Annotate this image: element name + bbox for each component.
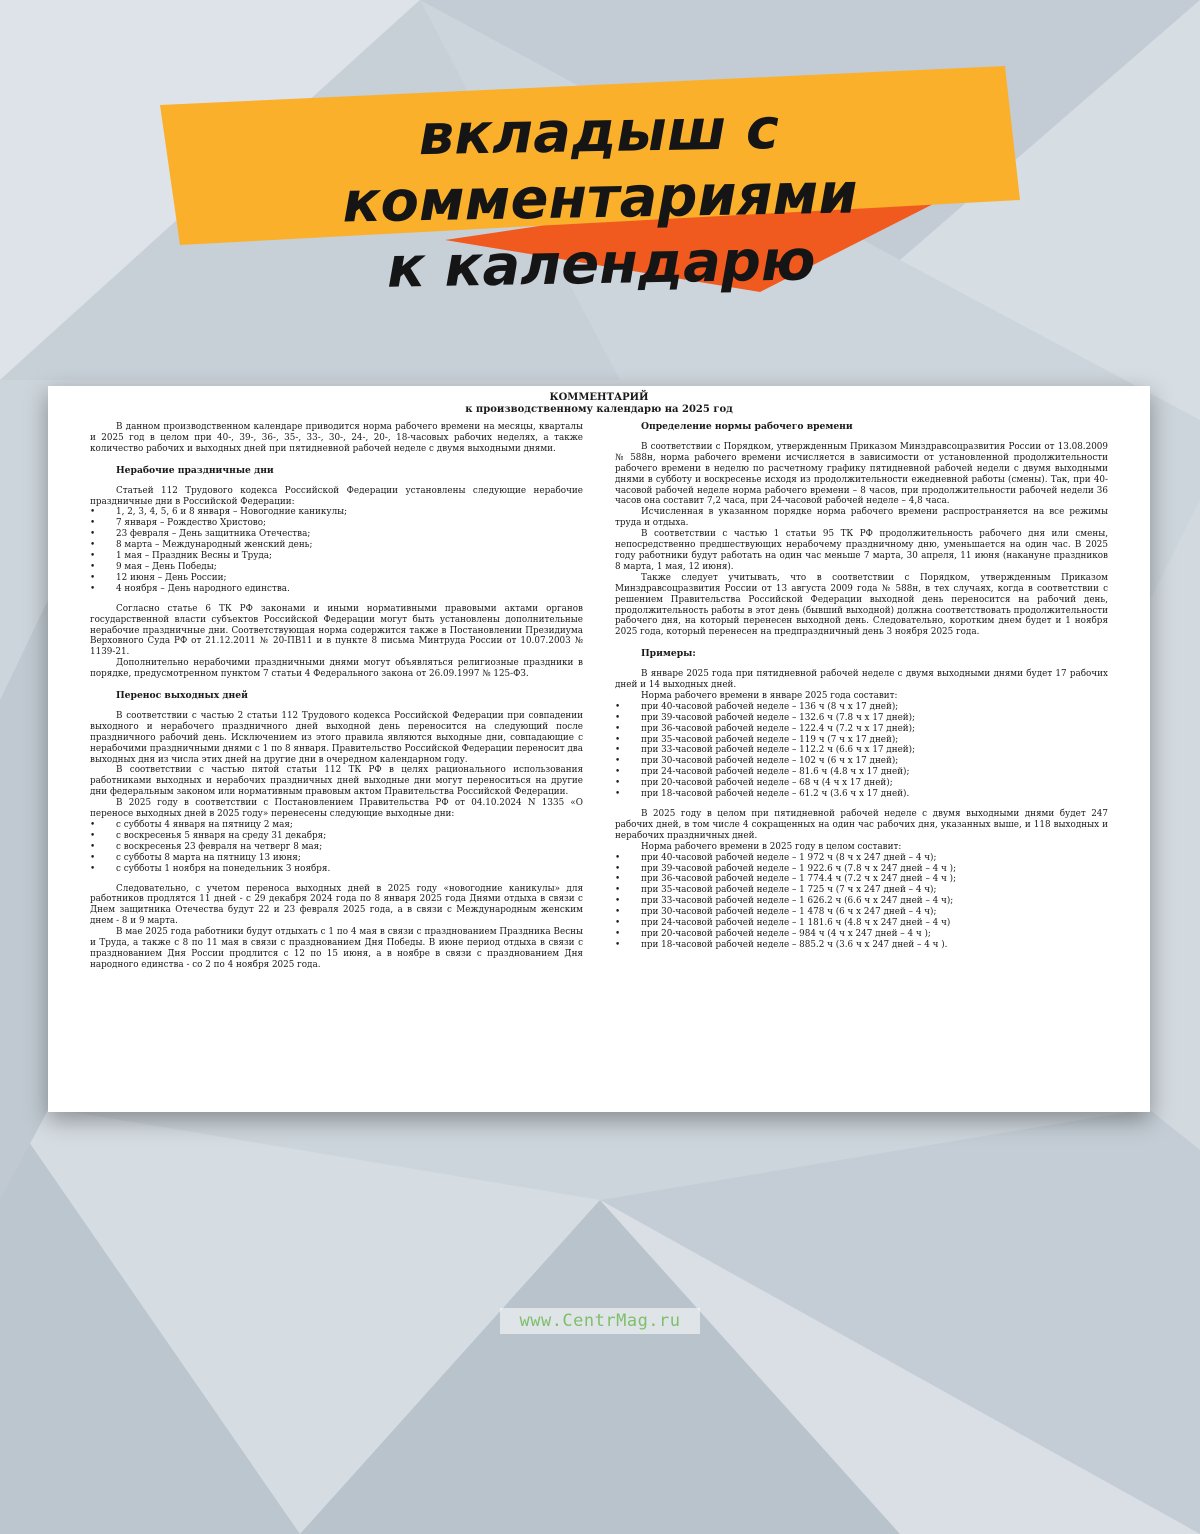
banner-title — [158, 92, 1041, 305]
list-item: • при 18-часовой рабочей неделе – 885.2 ч (3.6 ч х 247 дней – 4 ч ). — [615, 940, 1108, 951]
list-item: • при 20-часовой рабочей неделе – 68 ч (4 ч х 17 дней); — [615, 778, 1108, 789]
document-subtitle: к производственному календарю на 2025 год — [465, 404, 733, 415]
paragraph: В соответствии с частью 1 статьи 95 ТК РФ продолжительность рабочего дня или смены, непосредственно предшествующих нерабочему праздничному дню, уменьшается на один час. В 2025 году работники будут работать на один час меньше 7 марта, 30 апреля, 11 июня (накануне праздников 8 марта, 1 мая, 12 июня). — [615, 529, 1108, 572]
document-sheet — [48, 386, 1150, 1112]
intro-paragraph: В данном производственном календаре приводится норма рабочего времени на месяцы, кварталы и 2025 год в целом при 40-, 39-, 36-, 35-, 33-, 30-, 24-, 20-, 18-часовых рабочих неделях, а также количество рабочих и выходных дней при пятидневной рабочей неделе с двумя выходными днями. — [90, 422, 583, 454]
banner-line-2: к календарю — [386, 228, 816, 301]
list-item: • 4 ноября – День народного единства. — [90, 584, 583, 595]
list-item: • при 35-часовой рабочей неделе – 119 ч (7 ч х 17 дней); — [615, 735, 1108, 746]
list-item: • с субботы 1 ноября на понедельник 3 ноября. — [90, 864, 583, 875]
paragraph: Статьей 112 Трудового кодекса Российской Федерации установлены следующие нерабочие праздничные дни в Российской Федерации: — [90, 485, 583, 507]
list-item: • при 20-часовой рабочей неделе – 984 ч (4 ч х 247 дней – 4 ч ); — [615, 929, 1108, 940]
paragraph: Норма рабочего времени в январе 2025 года составит: — [641, 690, 898, 701]
list-item: • с воскресенья 5 января на среду 31 декабря; — [90, 831, 583, 842]
transfer-list — [90, 820, 583, 875]
list-item: • 9 мая – День Победы; — [90, 562, 583, 573]
left-column — [90, 422, 583, 971]
list-item: • при 18-часовой рабочей неделе – 61.2 ч (3.6 ч х 17 дней). — [615, 789, 1108, 800]
list-item: • с субботы 4 января на пятницу 2 мая; — [90, 820, 583, 831]
list-item: • при 33-часовой рабочей неделе – 112.2 ч (6.6 ч х 17 дней); — [615, 745, 1108, 756]
paragraph: В январе 2025 года при пятидневной рабочей неделе с двумя выходными днями будет 17 рабочих дней и 14 выходных дней. — [615, 669, 1108, 691]
section-heading-examples: Примеры: — [641, 648, 696, 660]
paragraph: Исчисленная в указанном порядке норма рабочего времени распространяется на все режимы труда и отдыха. — [615, 507, 1108, 529]
list-item: • при 36-часовой рабочей неделе – 1 774.4 ч (7.2 ч х 247 дней – 4 ч ); — [615, 874, 1108, 885]
paragraph: В 2025 году в соответствии с Постановлением Правительства РФ от 04.10.2024 N 1335 «О переносе выходных дней в 2025 году» перенесены следующие выходные дни: — [90, 798, 583, 820]
section-heading-holidays: Нерабочие праздничные дни — [116, 464, 274, 476]
list-item: • при 36-часовой рабочей неделе – 122.4 ч (7.2 ч х 17 дней); — [615, 724, 1108, 735]
right-column — [615, 422, 1108, 971]
list-item: • при 30-часовой рабочей неделе – 102 ч (6 ч х 17 дней); — [615, 756, 1108, 767]
list-item: • при 39-часовой рабочей неделе – 132.6 ч (7.8 ч х 17 дней); — [615, 713, 1108, 724]
paragraph: В соответствии с Порядком, утвержденным Приказом Минздравсоцразвития России от 13.08.2009 № 588н, норма рабочего времени исчисляется в зависимости от установленной продолжительности рабочего времени в неделю по расчетному графику пятидневной рабочей недели с двумя выходными днями в субботу и воскресенье исходя из продолжительности ежедневной работы (смены). Так, при 40-часовой рабочей неделе норма рабочего времени – 8 часов, при продолжительности рабочей недели 36 часов она составит 7,2 часа, при 24-часовой рабочей неделе – 4,8 часа. — [615, 441, 1108, 507]
year-norms-list — [615, 853, 1108, 951]
paragraph: В 2025 году в целом при пятидневной рабочей неделе с двумя выходными днями будет 247 рабочих дней, в том числе 4 сокращенных на один час рабочих дня, указанных выше, и 118 выходных и нерабочих праздничных дней. — [615, 809, 1108, 841]
list-item: • при 24-часовой рабочей неделе – 1 181.6 ч (4.8 ч х 247 дней – 4 ч) — [615, 918, 1108, 929]
list-item: • 7 января – Рождество Христово; — [90, 518, 583, 529]
document-title: КОММЕНТАРИЙ — [549, 392, 649, 403]
section-heading-norms: Определение нормы рабочего времени — [641, 421, 853, 432]
january-norms-list — [615, 702, 1108, 800]
list-item: • 23 февраля – День защитника Отечества; — [90, 529, 583, 540]
paragraph: Дополнительно нерабочими праздничными днями могут объявляться религиозные праздники в порядке, предусмотренном пунктом 7 статьи 4 Федерального закона от 26.09.1997 № 125-ФЗ. — [90, 658, 583, 680]
paragraph: В соответствии с частью пятой статьи 112 ТК РФ в целях рационального использования работниками выходных и нерабочих праздничных дней выходные дни могут переноситься на другие дни федеральным законом или нормативным правовым актом Правительства Российской Федерации. — [90, 765, 583, 798]
list-item: • при 35-часовой рабочей неделе – 1 725 ч (7 ч х 247 дней – 4 ч); — [615, 885, 1108, 896]
banner-line-1: вкладыш с комментариями — [341, 96, 859, 236]
paragraph: Следовательно, с учетом переноса выходных дней в 2025 году «новогодние каникулы» для работников продлятся 11 дней - с 29 декабря 2024 года по 8 января 2025 года Днями отдыха в связи с Днем защитника Отечества будут 22 и 23 февраля 2025 года, а в связи с Международным женским днем - 8 и 9 марта. — [90, 883, 583, 927]
holiday-list — [90, 507, 583, 594]
list-item: • при 30-часовой рабочей неделе – 1 478 ч (6 ч х 247 дней – 4 ч); — [615, 907, 1108, 918]
paragraph: В мае 2025 года работники будут отдыхать с 1 по 4 мая в связи с празднованием Праздника Весны и Труда, а также с 8 по 11 мая в связи с празднованием Дня Победы. В июне период отдыха в связи с празднованием Дня России продлится с 12 по 15 июня, а в ноябре в связи с празднованием Дня народного единства - со 2 по 4 ноября 2025 года. — [90, 927, 583, 970]
list-item: • с воскресенья 23 февраля на четверг 8 мая; — [90, 842, 583, 853]
paragraph: Также следует учитывать, что в соответствии с Порядком, утвержденным Приказом Минздравсоцразвития России от 13 августа 2009 года № 588н, в тех случаях, когда в соответствии с решением Правительства Российской Федерации выходной день переносится на рабочий день, продолжительность работы в этот день (бывший выходной) должна соответствовать продолжительности рабочего дня, на который перенесен выходной день. Следовательно, коротким днем будет и 1 ноября 2025 года, который перенесен на предпраздничный день 3 ноября 2025 года. — [615, 572, 1108, 638]
list-item: • с субботы 8 марта на пятницу 13 июня; — [90, 853, 583, 864]
site-watermark: www.CentrMag.ru — [500, 1308, 700, 1334]
list-item: • при 33-часовой рабочей неделе – 1 626.2 ч (6.6 ч х 247 дней – 4 ч); — [615, 896, 1108, 907]
list-item: • при 40-часовой рабочей неделе – 1 972 ч (8 ч х 247 дней – 4 ч); — [615, 853, 1108, 864]
list-item: • при 39-часовой рабочей неделе – 1 922.6 ч (7.8 ч х 247 дней – 4 ч ); — [615, 864, 1108, 875]
paragraph: Норма рабочего времени в 2025 году в целом составит: — [641, 841, 902, 852]
list-item: • при 40-часовой рабочей неделе – 136 ч (8 ч х 17 дней); — [615, 702, 1108, 713]
list-item: • 1, 2, 3, 4, 5, 6 и 8 января – Новогодние каникулы; — [90, 507, 583, 518]
section-heading-transfers: Перенос выходных дней — [116, 690, 248, 702]
list-item: • 8 марта – Международный женский день; — [90, 540, 583, 551]
document-columns — [90, 422, 1108, 971]
list-item: • 12 июня – День России; — [90, 573, 583, 584]
list-item: • 1 мая – Праздник Весны и Труда; — [90, 551, 583, 562]
paragraph: В соответствии с частью 2 статьи 112 Трудового кодекса Российской Федерации при совпадении выходного и нерабочего праздничного дней выходной день переносится на следующий после праздничного рабочий день. Исключением из этого правила являются выходные дни, совпадающие с нерабочими праздничными днями с 1 по 8 января. Правительство Российской Федерации переносит два выходных дня из числа этих дней на другие дни в очередном календарном году. — [90, 710, 583, 765]
paragraph: Согласно статье 6 ТК РФ законами и иными нормативными правовыми актами органов государственной власти субъектов Российской Федерации могут быть установлены дополнительные нерабочие праздничные дни. Соответствующая норма содержится также в Постановлении Президиума Верховного Суда РФ от 21.12.2011 № 20-ПВ11 и в пункте 8 письма Минтруда России от 10.07.2003 № 1139-21. — [90, 603, 583, 658]
list-item: • при 24-часовой рабочей неделе – 81.6 ч (4.8 ч х 17 дней); — [615, 767, 1108, 778]
